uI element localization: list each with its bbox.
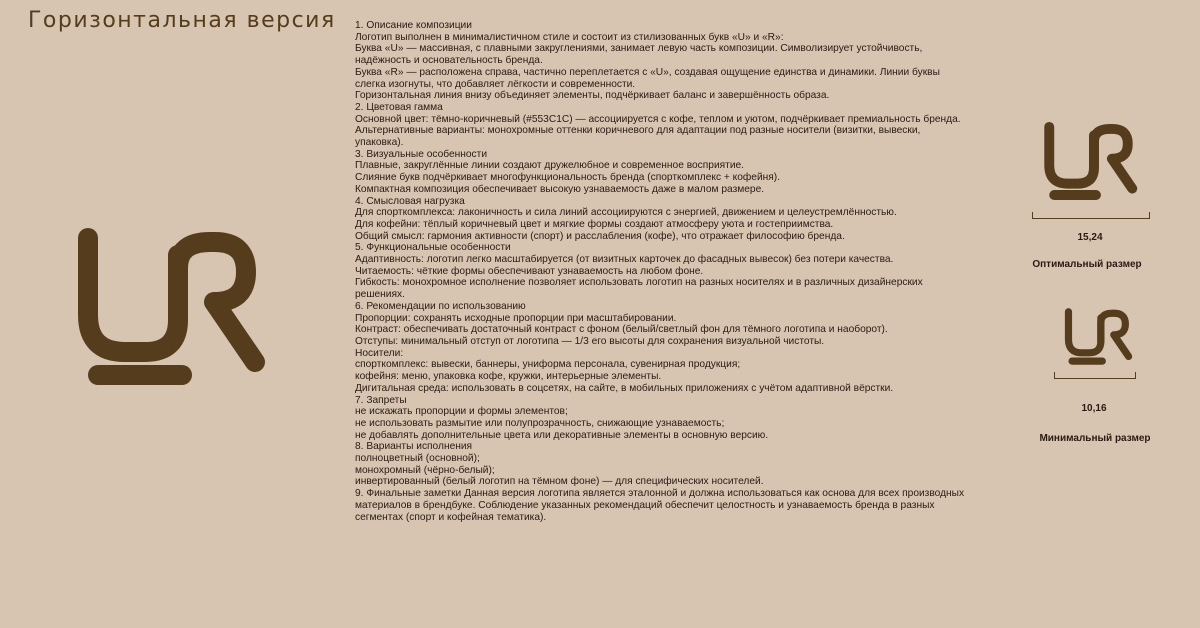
description-line: 7. Запреты (355, 394, 407, 406)
description-line: Компактная композиция обеспечивает высокую узнаваемость даже в малом размере. (355, 183, 765, 195)
description-line: Общий смысл: гармония активности (спорт) и расслабления (кофе), что отражает философию бренда. (355, 230, 845, 242)
logo-minimal-size (1062, 305, 1134, 365)
description-line: Плавные, закруглённые линии создают дружелюбное и современное восприятие. (355, 160, 745, 172)
page-title: Горизонтальная версия (28, 8, 336, 33)
size-label-optimal: Оптимальный размер (1032, 259, 1142, 270)
size-bracket-minimal (1054, 372, 1136, 379)
description-line: Основной цвет: тёмно-коричневый (#553C1C) — ассоциируется с кофе, теплом и уютом, подчёркивает премиальность бренда. (355, 113, 961, 125)
description-line: 3. Визуальные особенности (355, 148, 488, 160)
description-line: 2. Цветовая гамма (355, 101, 443, 113)
description-line: спорткомплекс: вывески, баннеры, униформа персонала, сувенирная продукция; (355, 359, 741, 371)
description-line: 4. Смысловая нагрузка (355, 195, 465, 207)
description-line: Горизонтальная линия внизу объединяет элементы, подчёркивает баланс и завершённость образа. (355, 90, 830, 102)
description-line: 8. Варианты исполнения (355, 441, 473, 453)
description-line: Логотип выполнен в минималистичном стиле и состоит из стилизованных букв «U» и «R»: (355, 31, 784, 43)
description-line: Слияние букв подчёркивает многофункциональность бренда (спорткомплекс + кофейня). (355, 172, 781, 184)
description-line: кофейня: меню, упаковка кофе, кружки, интерьерные элементы. (355, 371, 662, 383)
description-line: Пропорции: сохранять исходные пропорции при масштабировании. (355, 312, 677, 324)
description-line: Читаемость: чёткие формы обеспечивают узнаваемость на любом фоне. (355, 265, 704, 277)
description-line: Для кофейни: тёплый коричневый цвет и мягкие формы создают атмосферу уюта и гостеприимства. (355, 218, 834, 230)
description-line: 6. Рекомендации по использованию (355, 300, 526, 312)
logo-description (355, 20, 965, 523)
description-line: инвертированный (белый логотип на тёмном фоне) — для специфических носителей. (355, 476, 764, 488)
description-line: Альтернативные варианты: монохромные оттенки коричневого для адаптации под разные носители (визитки, вывески, упаковка). (355, 125, 921, 149)
description-line: Буква «R» — расположена справа, частично переплетается с «U», создавая ощущение единства и динамики. Линии буквы слегка изогнуты, что добавляет лёгкости и современности. (355, 66, 940, 90)
description-line: 9. Финальные заметки Данная версия логотипа является эталонной и должна использоваться как основа для всех производных материалов в брендбуке. Соблюдение указанных рекомендаций обеспечит целостность и узнаваемость бренда в разных сегментах (спорт и кофейная тематика). (355, 488, 965, 523)
description-line: полноцветный (основной); (355, 453, 480, 465)
description-line: Для спорткомплекса: лаконичность и сила линий ассоциируются с энергией, движением и целеустремлённостью. (355, 207, 897, 219)
size-label-minimal: Минимальный размер (1039, 433, 1151, 444)
logo-optimal-size (1040, 118, 1140, 200)
logo-large (70, 220, 270, 385)
description-line: Контраст: обеспечивать достаточный контраст с фоном (белый/светлый фон для тёмного логотипа и наоборот). (355, 324, 888, 336)
description-line: не использовать размытие или полупрозрачность, снижающие узнаваемость; (355, 417, 725, 429)
size-value-optimal: 15,24 (1077, 232, 1103, 243)
description-line: не добавлять дополнительные цвета или декоративные элементы в основную версию. (355, 429, 769, 441)
description-line: 5. Функциональные особенности (355, 242, 511, 254)
description-line: Адаптивность: логотип легко масштабируется (от визитных карточек до фасадных вывесок) без потери качества. (355, 254, 894, 266)
description-line: Носители: (355, 347, 404, 359)
description-line: Буква «U» — массивная, с плавными закруглениями, занимает левую часть композиции. Символизирует устойчивость, надёжность и основательность бренда. (355, 43, 923, 67)
description-line: Дигитальная среда: использовать в соцсетях, на сайте, в мобильных приложениях с учётом адаптивной вёрстки. (355, 382, 894, 394)
size-bracket-optimal (1032, 212, 1150, 219)
size-value-minimal: 10,16 (1081, 403, 1107, 414)
description-line: Отступы: минимальный отступ от логотипа — 1/3 его высоты для сохранения визуальной чистоты. (355, 335, 825, 347)
description-line: 1. Описание композиции (355, 20, 472, 31)
description-line: не искажать пропорции и формы элементов; (355, 406, 568, 418)
description-line: монохромный (чёрно-белый); (355, 464, 495, 476)
description-line: Гибкость: монохромное исполнение позволяет использовать логотип на разных носителях и в различных дизайнерских решениях. (355, 277, 923, 301)
